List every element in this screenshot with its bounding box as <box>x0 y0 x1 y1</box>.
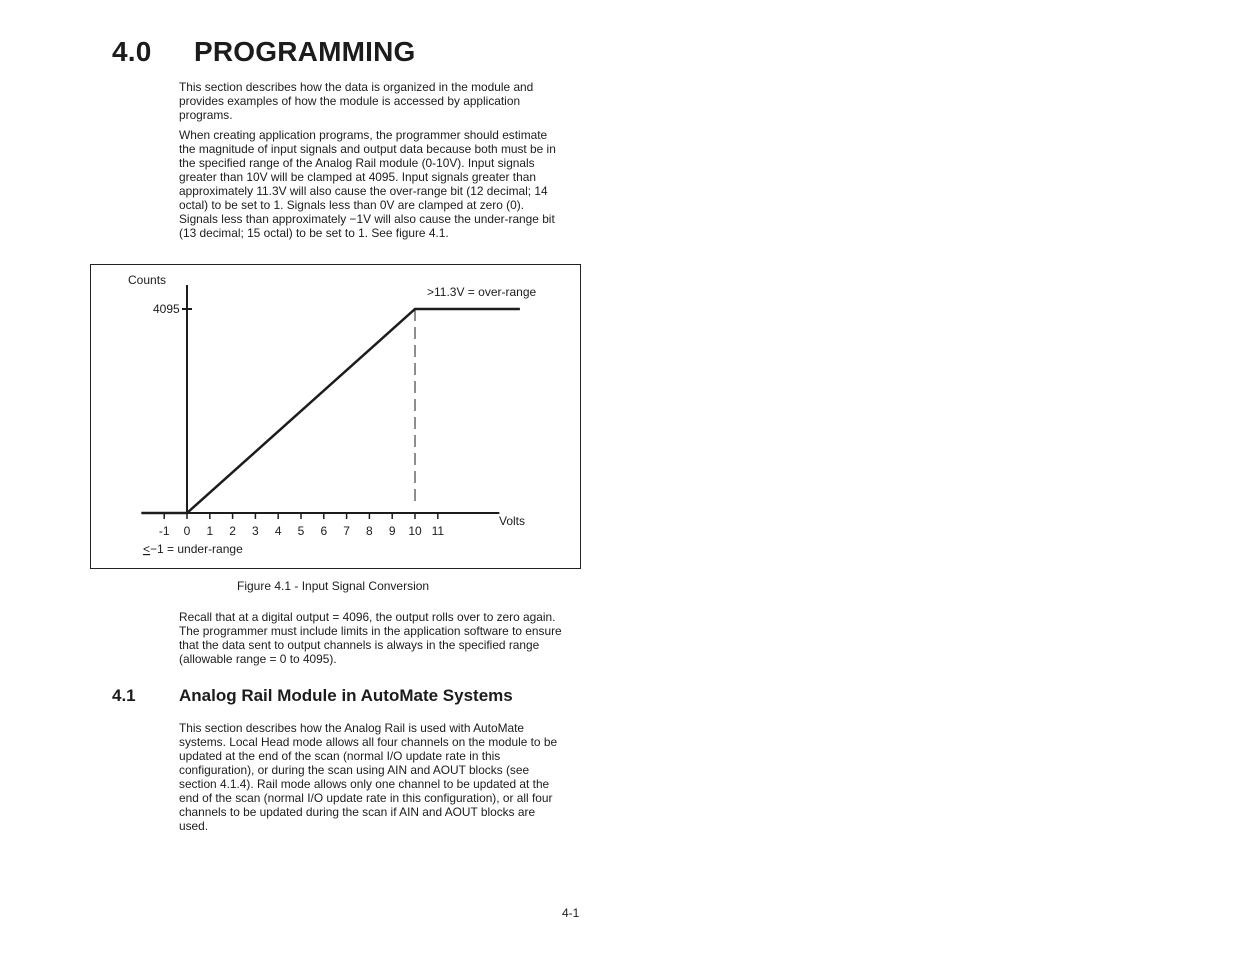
x-tick-label: 0 <box>183 524 191 538</box>
under-range-symbol: < <box>143 542 151 556</box>
intro-paragraph-2: When creating application programs, the programmer should estimate the magnitude of input signals and output data because both must be in the specified range of the Analog Rail module (0-10V). Input signals greater than 10V will be clamped at 4095. Input signals greater than approximately 11.3V will also cause the over-range bit (12 decimal; 14 octal) to be set to 1. Signals less than 0V are clamped at zero (0). Signals less than approximately −1V will also cause the under-range bit (13 decimal; 15 octal) to be set to 1. See figure 4.1. <box>179 128 556 240</box>
y-tick-label-4095: 4095 <box>153 302 180 316</box>
y-axis-label: Counts <box>128 273 167 287</box>
x-tick-label: 4 <box>274 524 282 538</box>
x-tick-label: 11 <box>431 524 445 538</box>
x-tick-label: 3 <box>252 524 259 538</box>
subsection-number: 4.1 <box>112 686 136 705</box>
x-tick-label: 1 <box>206 524 214 538</box>
input-signal-chart <box>91 265 580 568</box>
x-tick-label: 7 <box>343 524 350 538</box>
x-tick-label: 5 <box>297 524 305 538</box>
conversion-curve <box>141 309 520 513</box>
page-number: 4-1 <box>562 906 580 920</box>
x-tick-label: 10 <box>408 524 422 538</box>
x-tick-label: 8 <box>366 524 373 538</box>
under-range-label <box>143 542 243 556</box>
x-tick-label: 2 <box>229 524 236 538</box>
chart-marks <box>141 285 520 538</box>
under-range-text: −1 = under-range <box>150 542 243 556</box>
section-heading <box>112 36 416 68</box>
x-tick-label: 9 <box>388 524 396 538</box>
x-tick-label: 6 <box>320 524 328 538</box>
x-tick-label: -1 <box>158 524 170 538</box>
over-range-label: >11.3V = over-range <box>427 285 537 299</box>
section-number: 4.0 <box>112 36 152 67</box>
subsection-paragraph: This section describes how the Analog Rail is used with AutoMate systems. Local Head mode allows all four channels on the module to be updated at the end of the scan (normal I/O update rate in this configuration), or during the scan using AIN and AOUT blocks (see section 4.1.4). Rail mode allows only one channel to be updated at the end of the scan (normal I/O update rate in this configuration), or all four channels to be updated during the scan if AIN and AOUT blocks are used. <box>179 721 558 833</box>
subsection-heading <box>112 686 513 706</box>
figure-caption: Figure 4.1 - Input Signal Conversion <box>237 579 430 593</box>
subsection-title: Analog Rail Module in AutoMate Systems <box>179 686 513 705</box>
input-signal-conversion-figure <box>90 264 581 569</box>
after-figure-paragraph: Recall that at a digital output = 4096, the output rolls over to zero again. The programmer must include limits in the application software to ensure that the data sent to output channels is always in the specified range (allowable range = 0 to 4095). <box>179 610 562 666</box>
section-title: PROGRAMMING <box>194 36 416 67</box>
intro-paragraph-1: This section describes how the data is organized in the module and provides examples of how the module is accessed by application programs. <box>179 80 534 122</box>
x-axis-label: Volts <box>499 514 526 528</box>
